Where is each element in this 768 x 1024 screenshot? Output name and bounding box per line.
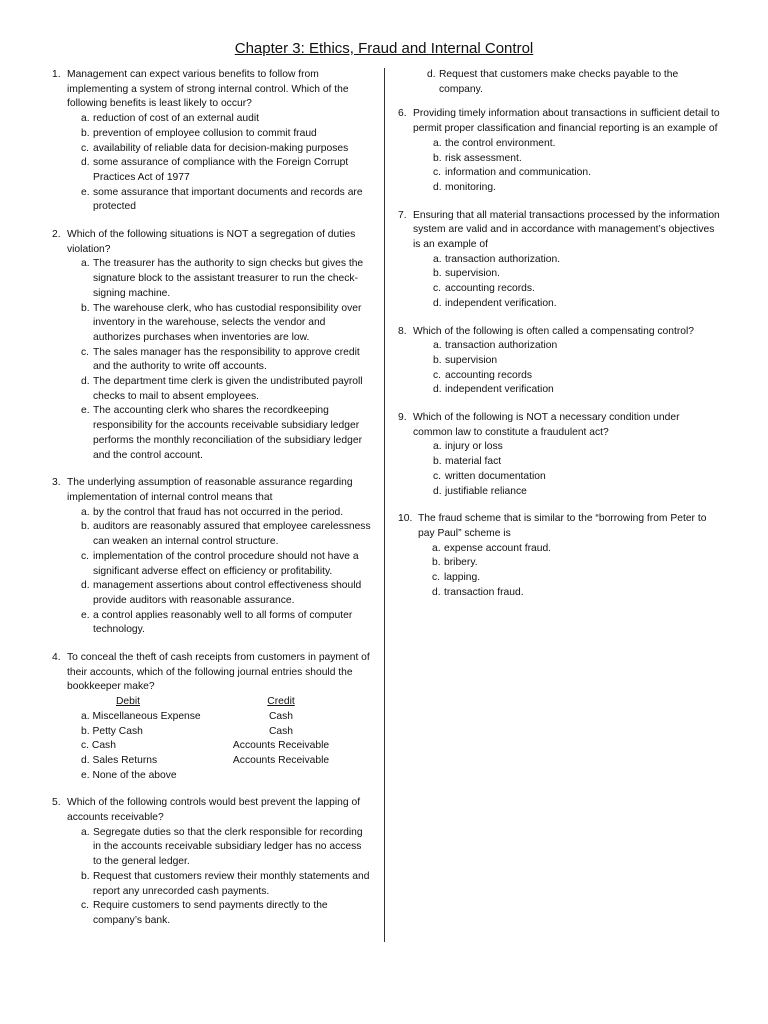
option <box>81 826 372 870</box>
question-number: 2. <box>52 229 61 241</box>
option-label: d. <box>433 485 442 497</box>
option <box>433 267 720 282</box>
table-row <box>81 710 341 725</box>
option <box>81 550 372 579</box>
credit-cell: Cash <box>268 725 294 737</box>
option-label: b. <box>81 725 90 737</box>
question-number: 9. <box>398 412 407 424</box>
question-number: 4. <box>52 652 61 664</box>
option <box>81 142 372 157</box>
question-9 <box>398 411 720 499</box>
question-text: Which of the following is often called a compensating control? <box>413 325 695 337</box>
option-label: a. <box>81 506 90 518</box>
option <box>433 166 720 181</box>
question-number: 5. <box>52 797 61 809</box>
option-text: a control applies reasonably well to all forms of computer technology. <box>93 609 353 636</box>
left-column <box>52 68 372 942</box>
option-text: management assertions about control effectiveness should provide auditors with reasonable assurance. <box>93 580 362 606</box>
option-label: d. <box>81 580 90 592</box>
option-text: reduction of cost of an external audit <box>93 113 259 125</box>
option-text: accounting records <box>445 369 533 381</box>
journal-entry-table <box>81 695 341 783</box>
option-label: e. <box>81 405 90 417</box>
option <box>81 506 372 521</box>
option-list <box>81 257 372 463</box>
question-6 <box>398 107 720 195</box>
option-label: c. <box>432 572 441 584</box>
option-label: c. <box>81 142 90 154</box>
option-text: by the control that fraud has not occurred in the period. <box>93 506 344 518</box>
option-label: e. <box>81 769 90 781</box>
question-1 <box>52 68 372 215</box>
option-text: transaction authorization. <box>445 253 561 265</box>
option-label: c. <box>81 740 90 752</box>
option-label: c. <box>433 369 442 381</box>
option-text: justifiable reliance <box>445 485 527 497</box>
option <box>433 339 720 354</box>
option-label: c. <box>81 550 90 562</box>
option-list <box>433 253 720 312</box>
option <box>81 375 372 404</box>
option-text: some assurance of compliance with the Foreign Corrupt Practices Act of 1977 <box>93 157 349 183</box>
option-text: availability of reliable data for decision-making purposes <box>93 142 349 154</box>
option-text: prevention of employee collusion to commit fraud <box>93 127 317 139</box>
option-label: a. <box>432 542 441 554</box>
question-number: 6. <box>398 108 407 120</box>
option <box>81 870 372 899</box>
option-label: d. <box>427 69 436 80</box>
debit-cell: None of the above <box>92 769 177 781</box>
question-5 <box>52 796 372 928</box>
option-label: b. <box>81 870 90 882</box>
page-title: Chapter 3: Ethics, Fraud and Internal Control <box>234 40 534 57</box>
option <box>433 485 720 500</box>
option-text: The sales manager has the responsibility to approve credit and the authority to write off accounts. <box>93 346 360 373</box>
option-list <box>81 506 372 638</box>
option-label: a. <box>81 826 90 838</box>
option <box>433 282 720 297</box>
debit-cell: Sales Returns <box>92 754 158 766</box>
question-text: Which of the following controls would best prevent the lapping of accounts receivable? <box>67 797 361 824</box>
question-7 <box>398 209 720 312</box>
option-label: d. <box>433 297 442 309</box>
option-text: Require customers to send payments directly to the company’s bank. <box>93 900 328 926</box>
option <box>81 112 372 127</box>
option <box>427 68 720 97</box>
option-text: supervision. <box>445 268 500 280</box>
table-row <box>81 769 341 784</box>
debit-cell: Miscellaneous Expense <box>92 710 201 722</box>
option-label: b. <box>81 127 90 139</box>
option-text: material fact <box>445 456 502 468</box>
option-label: a. <box>433 137 442 149</box>
option-text: bribery. <box>444 557 478 569</box>
option-text: Segregate duties so that the clerk responsible for recording in the accounts receivable subsidiary ledger has no access to the general ledger. <box>93 826 363 868</box>
option <box>433 470 720 485</box>
option-label: b. <box>81 302 90 314</box>
option <box>433 369 720 384</box>
option-label: b. <box>433 152 442 164</box>
option <box>81 609 372 638</box>
option-text: auditors are reasonably assured that employee carelessness can weaken an internal control structure. <box>93 521 371 548</box>
question-text: The fraud scheme that is similar to the “borrowing from Peter to pay Paul” scheme is <box>418 513 707 539</box>
option-label: d. <box>433 384 442 396</box>
question-text: Ensuring that all material transactions processed by the information system are valid and in accordance with management’s objectives is an example of <box>413 209 720 251</box>
option <box>81 899 372 928</box>
option-label: e. <box>81 186 90 198</box>
option-list <box>81 112 372 215</box>
question-5-continued <box>427 68 720 97</box>
option-text: monitoring. <box>445 181 496 193</box>
question-3 <box>52 476 372 638</box>
option <box>432 542 720 557</box>
option-label: a. <box>81 710 90 722</box>
option-text: The warehouse clerk, who has custodial responsibility over inventory in the warehouse, selects the vendor and authorizes purchases when inventories are low. <box>93 302 362 343</box>
option <box>81 404 372 463</box>
option-list <box>432 542 720 601</box>
option-text: Request that customers review their monthly statements and report any unrecorded cash payments. <box>93 870 370 897</box>
option-text: information and communication. <box>445 167 591 179</box>
option <box>432 571 720 586</box>
option-label: a. <box>81 258 90 270</box>
option <box>433 297 720 312</box>
table-row <box>81 739 341 754</box>
question-2 <box>52 228 372 463</box>
credit-cell: Cash <box>268 710 294 722</box>
option-text: written documentation <box>445 470 546 482</box>
option-label: d. <box>433 181 442 193</box>
option <box>433 455 720 470</box>
option-text: independent verification. <box>445 297 557 309</box>
option-list <box>81 826 372 929</box>
option-label: b. <box>433 456 442 468</box>
option <box>433 354 720 369</box>
question-number: 3. <box>52 477 61 489</box>
option <box>81 186 372 215</box>
option <box>433 181 720 196</box>
option-label: d. <box>81 376 90 388</box>
option-label: e. <box>81 609 90 621</box>
option-text: implementation of the control procedure should not have a significant adverse effect on efficiency or profitability. <box>93 550 359 577</box>
option-text: transaction fraud. <box>444 586 524 598</box>
option <box>81 302 372 346</box>
option-label: d. <box>81 754 90 766</box>
option-text: supervision <box>445 354 498 366</box>
option-label: a. <box>433 340 442 352</box>
credit-cell: Accounts Receivable <box>232 754 330 766</box>
question-text: Which of the following is NOT a necessary condition under common law to constitute a fraudulent act? <box>413 412 680 438</box>
option <box>433 152 720 167</box>
debit-header: Debit <box>116 696 141 708</box>
option <box>81 156 372 185</box>
option-text: independent verification <box>445 384 554 396</box>
question-8 <box>398 325 720 399</box>
option-label: c. <box>81 900 90 912</box>
option-list <box>433 440 720 499</box>
option-text: some assurance that important documents and records are protected <box>93 186 363 213</box>
table-row <box>81 754 341 769</box>
option-label: b. <box>81 521 90 533</box>
option-text: Request that customers make checks payable to the company. <box>439 69 679 95</box>
option-text: The treasurer has the authority to sign checks but gives the signature block to the assistant treasurer to run the check-signing machine. <box>93 258 364 299</box>
option-label: c. <box>433 470 442 482</box>
option-text: the control environment. <box>445 137 556 149</box>
column-divider <box>384 68 385 942</box>
option <box>432 556 720 571</box>
option-text: lapping. <box>444 572 481 584</box>
right-column <box>398 68 720 614</box>
credit-cell: Accounts Receivable <box>232 740 330 752</box>
option-list <box>433 137 720 196</box>
credit-header: Credit <box>267 696 295 708</box>
option-label: b. <box>433 354 442 366</box>
option-text: transaction authorization <box>445 340 558 352</box>
option-list <box>433 339 720 398</box>
question-4 <box>52 651 372 783</box>
option <box>433 383 720 398</box>
question-text: The underlying assumption of reasonable assurance regarding implementation of internal control means that <box>67 477 353 503</box>
option-text: The department time clerk is given the undistributed payroll checks to mail to absent employees. <box>93 376 363 402</box>
option-label: c. <box>81 346 90 358</box>
question-number: 10. <box>398 513 413 525</box>
table-row <box>81 725 341 740</box>
option <box>81 346 372 375</box>
question-text: Which of the following situations is NOT a segregation of duties violation? <box>67 229 356 255</box>
option-text: risk assessment. <box>445 152 522 164</box>
option <box>433 253 720 268</box>
question-10 <box>398 512 720 600</box>
question-number: 1. <box>52 69 61 80</box>
option <box>433 440 720 455</box>
debit-cell: Cash <box>91 740 116 752</box>
credit-cell <box>221 769 341 784</box>
option-label: b. <box>432 557 441 569</box>
option <box>81 520 372 549</box>
option <box>81 579 372 608</box>
option-label: b. <box>433 268 442 280</box>
option-text: The accounting clerk who shares the recordkeeping responsibility for the accounts receivable subsidiary ledger performs the monthly reconciliation of the subsidiary ledger and the control account. <box>93 405 362 461</box>
option-label: d. <box>81 157 90 169</box>
option-label: c. <box>433 167 442 179</box>
option-label: d. <box>432 586 441 598</box>
option-label: c. <box>433 283 442 295</box>
question-number: 8. <box>398 325 407 337</box>
question-text: Management can expect various benefits to follow from implementing a system of strong internal control. Which of the following benefits is least likely to occur? <box>67 69 349 110</box>
question-number: 7. <box>398 209 407 221</box>
option <box>432 586 720 601</box>
option <box>81 127 372 142</box>
option-text: injury or loss <box>445 441 503 453</box>
option-label: a. <box>433 441 442 453</box>
option-label: a. <box>433 253 442 265</box>
option <box>81 257 372 301</box>
option-text: expense account fraud. <box>444 542 552 554</box>
option-label: a. <box>81 113 90 125</box>
question-text: To conceal the theft of cash receipts from customers in payment of their accounts, which of the following journal entries should the bookkeeper make? <box>67 652 370 693</box>
option-text: accounting records. <box>445 283 535 295</box>
debit-cell: Petty Cash <box>92 725 143 737</box>
option <box>433 137 720 152</box>
question-text: Providing timely information about transactions in sufficient detail to permit proper classification and financial reporting is an example of <box>413 108 720 135</box>
